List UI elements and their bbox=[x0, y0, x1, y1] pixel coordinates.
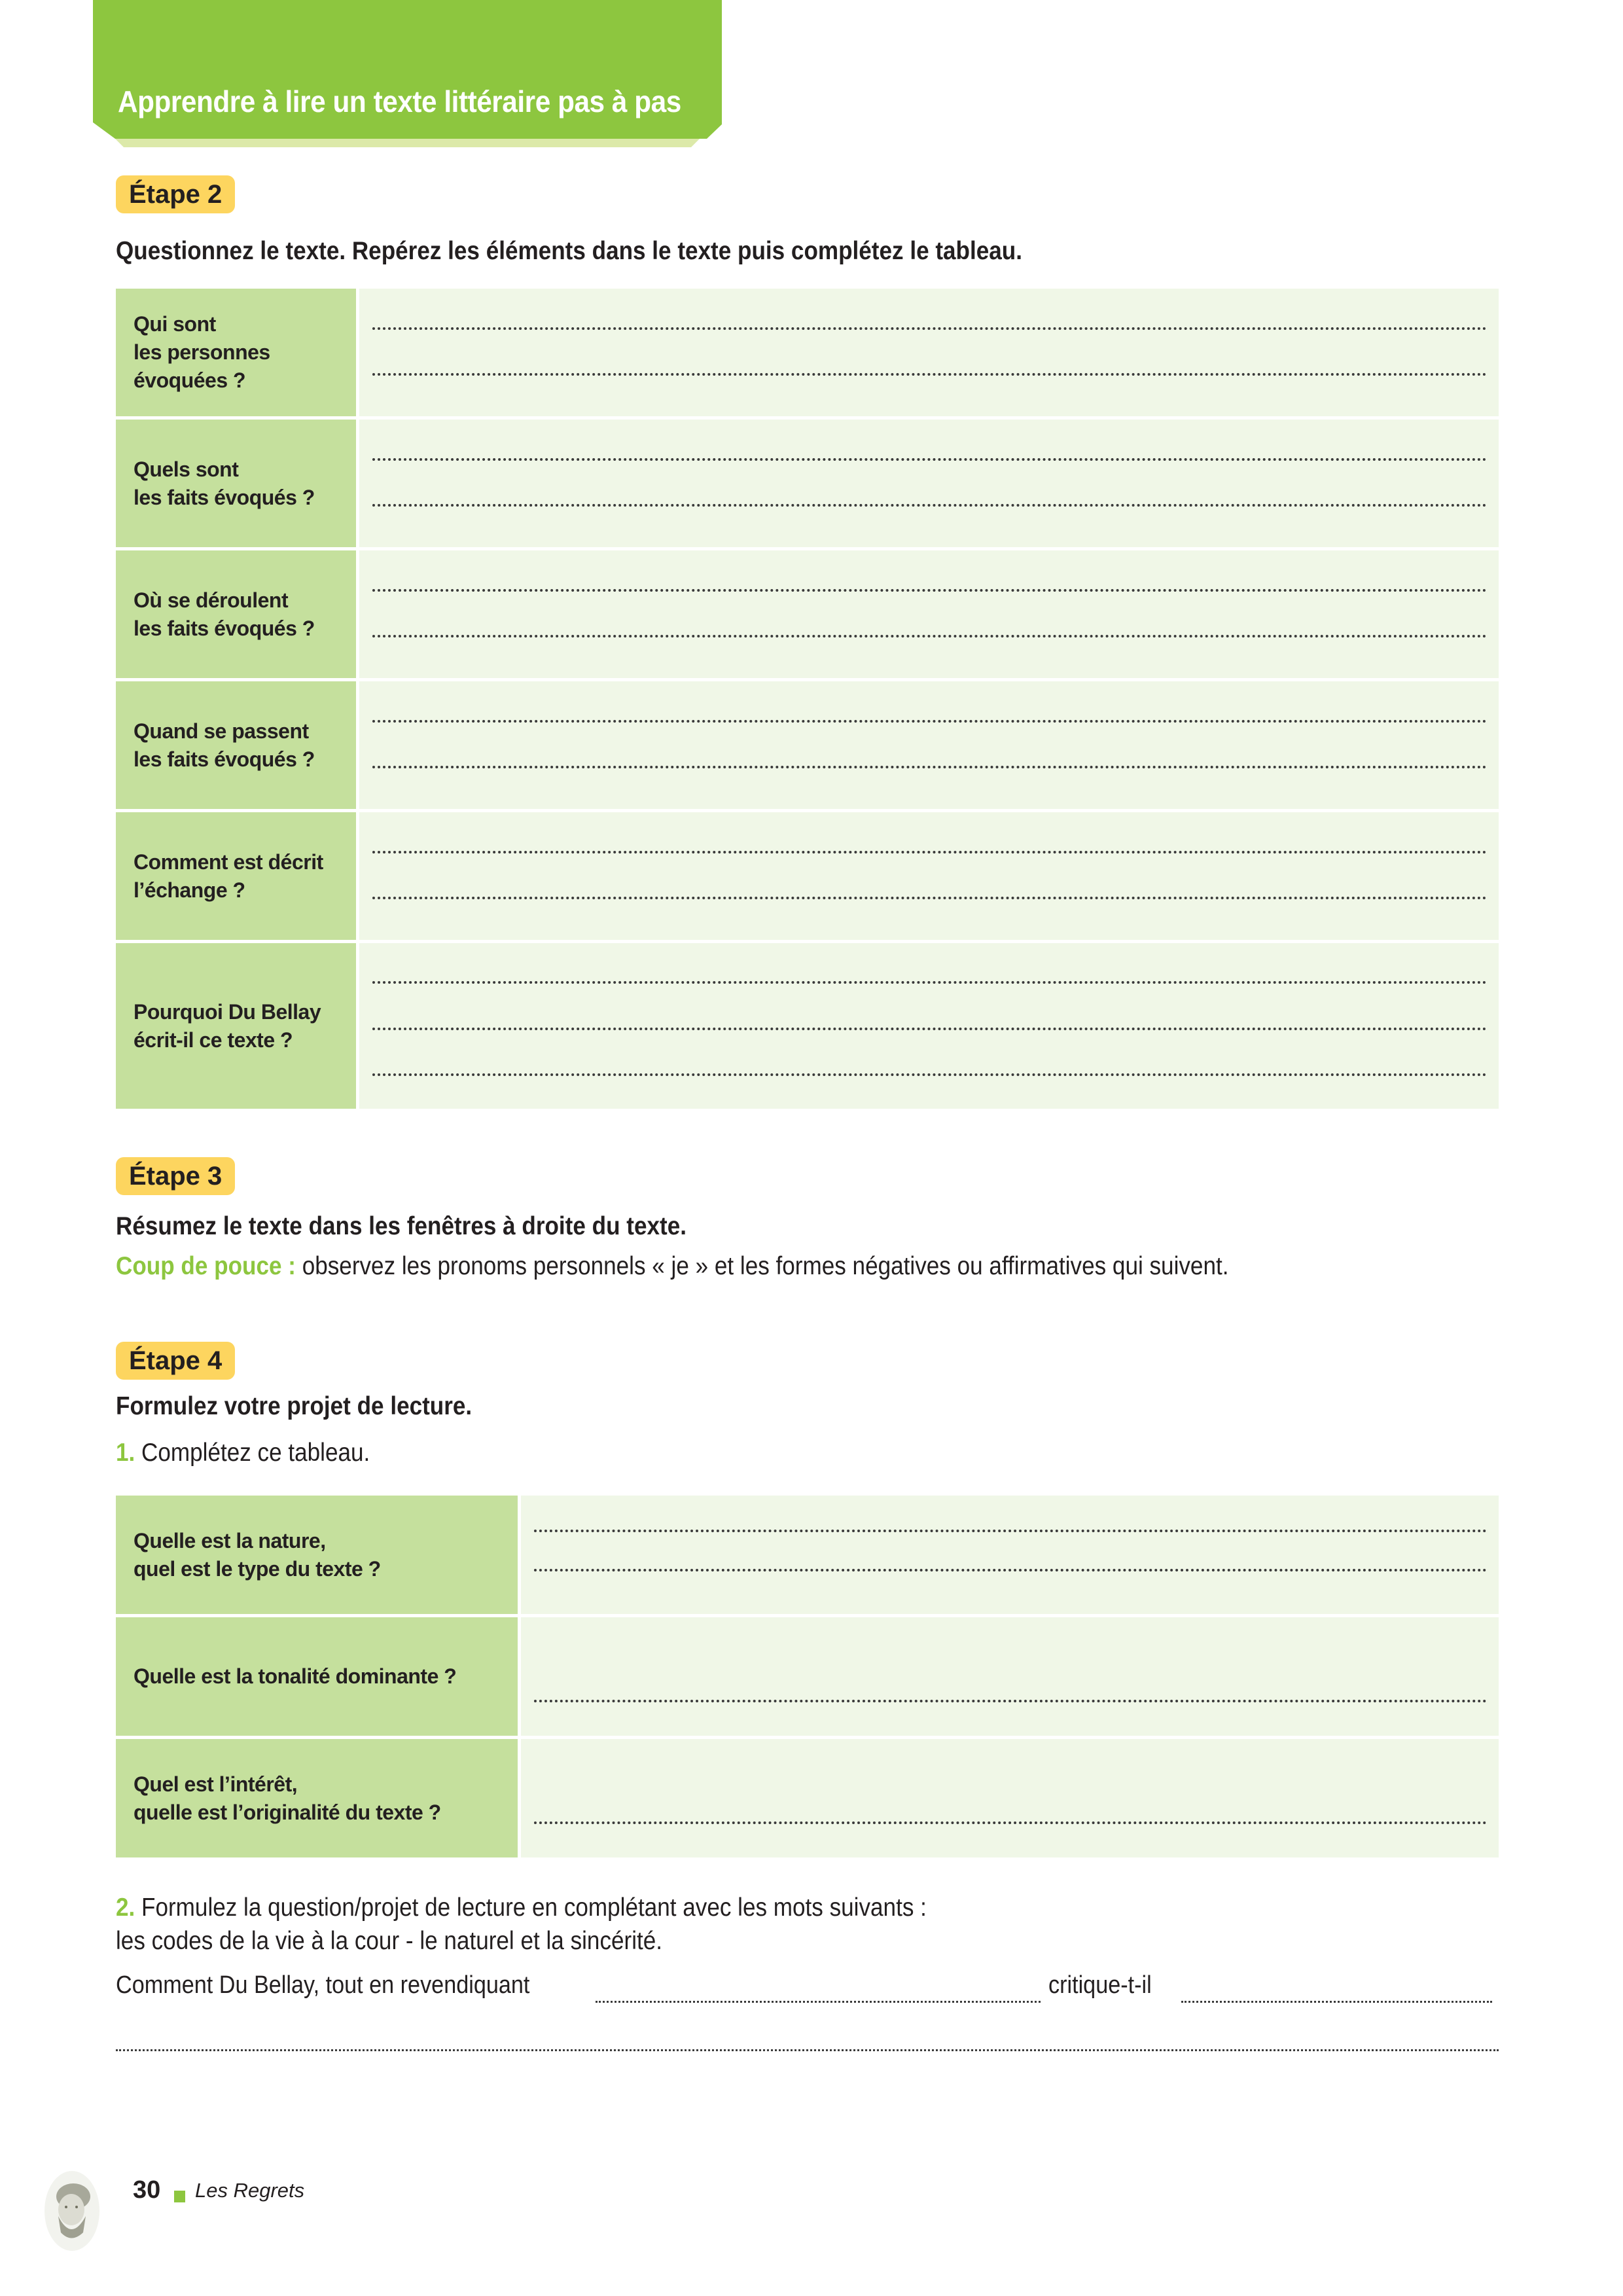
page-number: 30 bbox=[133, 2176, 161, 2204]
answer-line[interactable] bbox=[372, 458, 1487, 461]
page-title: Apprendre à lire un texte littéraire pas à pas bbox=[118, 84, 681, 118]
table-row bbox=[116, 812, 1499, 940]
step-3-instruction: Résumez le texte dans les fenêtres à droite du texte. bbox=[116, 1212, 687, 1240]
table-row bbox=[116, 420, 1499, 547]
blank-field-1[interactable] bbox=[596, 2001, 1041, 2003]
author-portrait-icon bbox=[44, 2170, 100, 2251]
question-text: Quelle est la nature, quel est le type du texte ? bbox=[134, 1528, 381, 1581]
sentence-mid: critique-t-il bbox=[1048, 1971, 1152, 1999]
tip-label: Coup de pouce : bbox=[116, 1252, 296, 1280]
row-question-label bbox=[116, 943, 356, 1109]
banner-strip bbox=[115, 139, 700, 147]
tip-text: observez les pronoms personnels « je » et les formes négatives ou affirmatives qui suivent. bbox=[295, 1252, 1229, 1280]
answer-field[interactable] bbox=[359, 420, 1499, 547]
row-question-label bbox=[116, 289, 356, 416]
answer-field[interactable] bbox=[359, 550, 1499, 678]
answer-field[interactable] bbox=[521, 1496, 1499, 1614]
step-2-instruction: Questionnez le texte. Repérez les éléments dans le texte puis complétez le tableau. bbox=[116, 237, 1022, 265]
question-text: Comment est décrit l’échange ? bbox=[134, 850, 323, 902]
step-3-tip bbox=[116, 1252, 1228, 1281]
question-1-number: 1. bbox=[116, 1439, 135, 1467]
blank-field-3[interactable] bbox=[116, 2049, 1499, 2051]
question-text: Quelle est la tonalité dominante ? bbox=[134, 1664, 457, 1688]
answer-field[interactable] bbox=[359, 943, 1499, 1109]
question-text: Pourquoi Du Bellay écrit-il ce texte ? bbox=[134, 999, 321, 1052]
table-row bbox=[116, 1617, 1499, 1736]
header-banner bbox=[93, 0, 722, 147]
answer-field[interactable] bbox=[521, 1617, 1499, 1736]
row-question-label bbox=[116, 1739, 518, 1857]
answer-line[interactable] bbox=[372, 1073, 1487, 1076]
table-row bbox=[116, 550, 1499, 678]
question-text: Quand se passent les faits évoqués ? bbox=[134, 719, 315, 771]
answer-field[interactable] bbox=[359, 289, 1499, 416]
answer-line[interactable] bbox=[372, 504, 1487, 507]
answer-field[interactable] bbox=[521, 1739, 1499, 1857]
blank-field-2[interactable] bbox=[1181, 2001, 1492, 2003]
table-row bbox=[116, 681, 1499, 809]
step-4-badge: Étape 4 bbox=[116, 1342, 235, 1380]
step-4-question-2 bbox=[116, 1893, 927, 1922]
table-row bbox=[116, 1739, 1499, 1857]
row-question-label bbox=[116, 681, 356, 809]
table-row bbox=[116, 289, 1499, 416]
question-2-words: les codes de la vie à la cour - le naturel et la sincérité. bbox=[116, 1927, 663, 1955]
answer-line[interactable] bbox=[372, 766, 1487, 768]
answer-line[interactable] bbox=[372, 981, 1487, 984]
question-text: Quels sont les faits évoqués ? bbox=[134, 457, 315, 509]
table-row bbox=[116, 943, 1499, 1109]
question-text: Quel est l’intérêt, quelle est l’originalité du texte ? bbox=[134, 1772, 441, 1824]
banner-shape bbox=[93, 0, 722, 147]
book-title: Les Regrets bbox=[195, 2179, 305, 2202]
question-text: Où se déroulent les faits évoqués ? bbox=[134, 588, 315, 640]
answer-line[interactable] bbox=[534, 1700, 1487, 1702]
sentence-start: Comment Du Bellay, tout en revendiquant bbox=[116, 1971, 530, 1999]
question-1-text: Complétez ce tableau. bbox=[135, 1439, 370, 1467]
step-3-badge: Étape 3 bbox=[116, 1157, 235, 1195]
answer-line[interactable] bbox=[372, 373, 1487, 376]
step-4-question-1 bbox=[116, 1439, 370, 1467]
question-2-text: Formulez la question/projet de lecture en complétant avec les mots suivants : bbox=[135, 1893, 927, 1922]
row-question-label bbox=[116, 812, 356, 940]
answer-line[interactable] bbox=[372, 589, 1487, 592]
row-question-label bbox=[116, 420, 356, 547]
answer-line[interactable] bbox=[372, 1028, 1487, 1030]
row-question-label bbox=[116, 550, 356, 678]
answer-line[interactable] bbox=[534, 1569, 1487, 1571]
answer-line[interactable] bbox=[372, 851, 1487, 853]
answer-line[interactable] bbox=[372, 897, 1487, 899]
footer-separator bbox=[174, 2191, 185, 2202]
row-question-label bbox=[116, 1496, 518, 1614]
question-2-number: 2. bbox=[116, 1893, 135, 1922]
question-text: Qui sont les personnes évoquées ? bbox=[134, 312, 270, 392]
answer-line[interactable] bbox=[534, 1530, 1487, 1532]
row-question-label bbox=[116, 1617, 518, 1736]
answer-line[interactable] bbox=[372, 327, 1487, 330]
answer-field[interactable] bbox=[359, 681, 1499, 809]
answer-line[interactable] bbox=[534, 1821, 1487, 1824]
step-2-badge: Étape 2 bbox=[116, 175, 235, 213]
answer-line[interactable] bbox=[372, 720, 1487, 723]
table-row bbox=[116, 1496, 1499, 1614]
step-4-instruction: Formulez votre projet de lecture. bbox=[116, 1392, 473, 1420]
answer-line[interactable] bbox=[372, 635, 1487, 637]
answer-field[interactable] bbox=[359, 812, 1499, 940]
